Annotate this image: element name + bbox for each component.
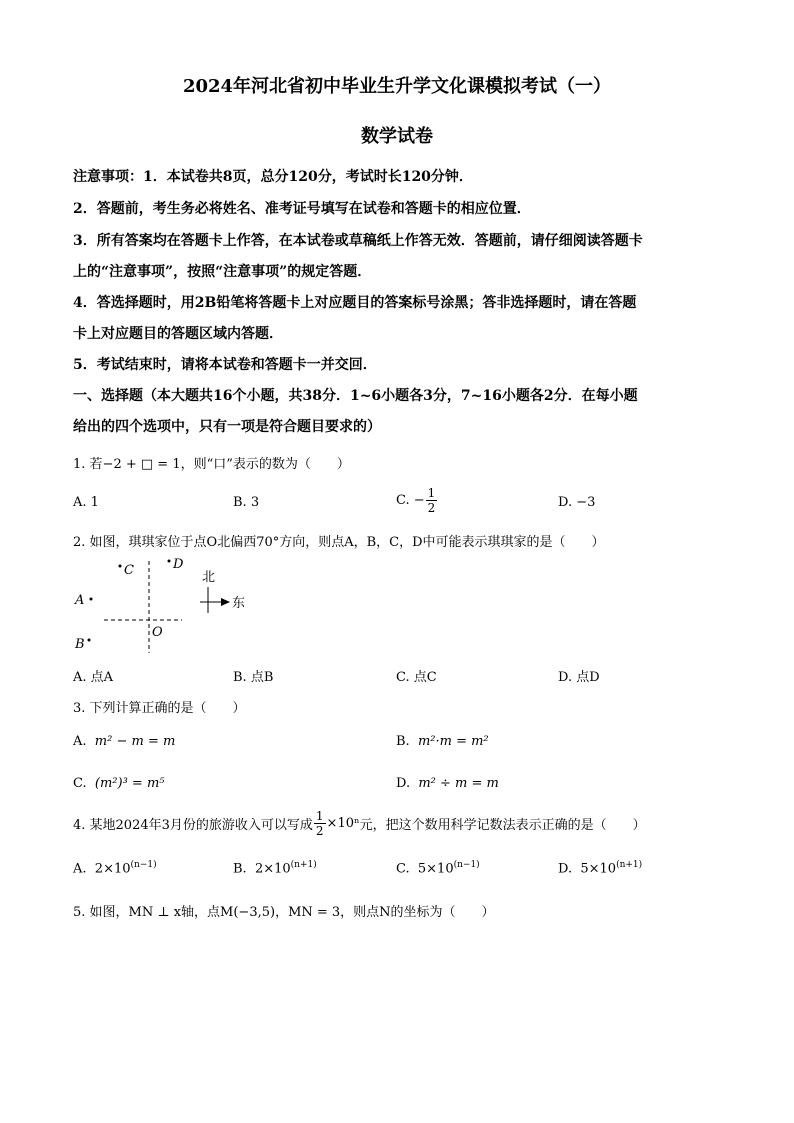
- label-c: C: [124, 563, 134, 578]
- section-heading: 一、选择题（本大题共16个小题，共38分．1~6小题各3分，7~16小题各2分．在每小题: [73, 388, 638, 404]
- label-east: 东: [232, 596, 246, 611]
- note-1: 注意事项：1．本试卷共8页，总分120分，考试时长120分钟．: [73, 169, 473, 185]
- label-b: B: [75, 637, 85, 652]
- note-5: 5．考试结束时，请将本试卷和答题卡一并交回．: [73, 357, 377, 373]
- note-4-cont: 卡上对应题目的答题区域内答题．: [73, 326, 283, 342]
- q2-option-d: D. 点D: [558, 670, 600, 685]
- q2-option-a: A. 点A: [73, 670, 114, 685]
- q4-option-a: A. $2\times 10^{(n-1)}$: [73, 860, 157, 877]
- q4-option-b: B. $2\times 10^{(n+1)}$: [233, 860, 317, 877]
- question-3: 3. 下列计算正确的是（ ）: [73, 701, 246, 716]
- point-a: [90, 598, 93, 601]
- section-heading-cont: 给出的四个选项中，只有一项是符合题目要求的）: [73, 419, 381, 435]
- question-2: 2. 如图，琪琪家位于点O北偏西70°方向，则点A，B，C，D中可能表示琪琪家的是（ ）: [73, 535, 605, 550]
- q1-option-d: D. −3: [558, 495, 596, 510]
- note-3: 3．所有答案均在答题卡上作答，在本试卷或草稿纸上作答无效．答题前，请仔细阅读答题卡: [73, 233, 643, 249]
- q3-option-d: D. m² ÷ m = m: [396, 776, 499, 791]
- page-title: 2024年河北省初中毕业生升学文化课模拟考试（一）: [182, 76, 612, 97]
- q2-option-b: B. 点B: [233, 670, 274, 685]
- q3-option-c: C. (m²)³ = m⁵: [73, 776, 165, 791]
- label-d: D: [173, 557, 184, 572]
- label-o: O: [152, 625, 163, 640]
- question-5: 5. 如图，MN ⊥ x轴，点M(−3,5)，MN = 3，则点N的坐标为（ ）: [73, 905, 495, 920]
- q3-option-a: A. m² − m = m: [73, 734, 176, 749]
- label-north: 北: [202, 570, 216, 585]
- blank-box: □: [140, 457, 154, 472]
- question-1: 1. 若−2 + □ = 1，则“口”表示的数为（ ）: [73, 457, 350, 472]
- point-d: [168, 560, 171, 563]
- q3-option-b: B. m²·m = m²: [396, 734, 489, 749]
- q1-option-c: C. − $\frac{1}{2}$: [396, 486, 436, 515]
- label-a: A: [75, 593, 85, 608]
- note-2: 2．答题前，考生务必将姓名、准考证号填写在试卷和答题卡的相应位置．: [73, 201, 531, 217]
- east-arrow-icon: [221, 598, 230, 606]
- point-c: [119, 565, 122, 568]
- q2-option-c: C. 点C: [396, 670, 437, 685]
- note-3-cont: 上的“注意事项”，按照“注意事项”的规定答题．: [73, 264, 372, 280]
- point-b: [88, 639, 91, 642]
- question-4: 4. 某地2024年3月份的旅游收入可以写成 $\frac{1}{2}$ ×10ⁿ元，把这个数用科学记数法表示正确的是（ ）: [73, 809, 646, 838]
- q4-option-d: D. $5\times 10^{(n+1)}$: [558, 860, 643, 877]
- note-4: 4．答选择题时，用2B铅笔将答题卡上对应题目的答案标号涂黑；答非选择题时，请在答题: [73, 295, 637, 311]
- page-subtitle: 数学试卷: [361, 126, 433, 147]
- q1-option-b: B. 3: [233, 495, 260, 510]
- q4-option-c: C. $5\times 10^{(n-1)}$: [396, 860, 480, 877]
- direction-diagram: [70, 553, 280, 658]
- q1-option-a: A. 1: [73, 495, 99, 510]
